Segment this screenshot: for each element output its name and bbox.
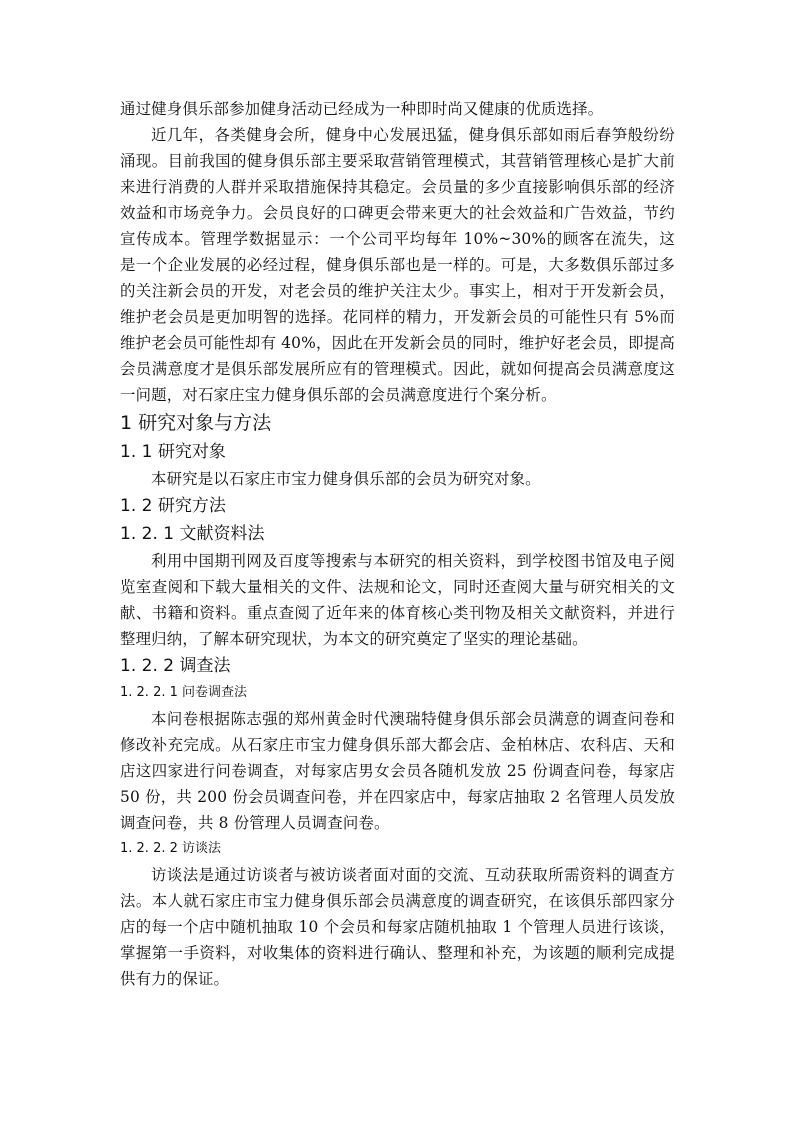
section-1-1-heading: 1. 1 研究对象 [120, 442, 226, 462]
section-1-2-heading: 1. 2 研究方法 [120, 496, 226, 516]
interview-method-paragraph: 访谈法是通过访谈者与被访谈者面对面的交流、互动获取所需资料的调查方法。本人就石家庄市宝力健身俱乐部会员满意度的调查研究，在该俱乐部四家分店的每一个店中随机抽取 10 个会员和每家店随机抽取 1 个管理人员进行该谈，掌握第一手资料，对收集体的资料进行确认、整理和补充，为该题的顺利完成提供有力的保证。 [120, 866, 675, 988]
intro-paragraph-end: 通过健身俱乐部参加健身活动已经成为一种即时尚又健康的优质选择。 [120, 100, 604, 118]
section-1-heading: 1 研究对象与方法 [120, 412, 272, 434]
background-paragraph: 近几年，各类健身会所，健身中心发展迅猛，健身俱乐部如雨后春笋般纷纷涌现。目前我国的健身俱乐部主要采取营销管理模式，其营销管理核心是扩大前来进行消费的人群并采取措施保持其稳定。会员量的多少直接影响俱乐部的经济效益和市场竞争力。会员良好的口碑更会带来更大的社会效益和广告效益，节约宣传成本。管理学数据显示：一个公司平均每年 10%~30%的顾客在流失，这是一个企业发展的必经过程，健身俱乐部也是一样的。可是，大多数俱乐部过多的关注新会员的开发，对老会员的维护关注太少。事实上，相对于开发新会员，维护老会员是更加明智的选择。花同样的精力，开发新会员的可能性只有 5%而维护老会员可能性却有 40%，因此在开发新会员的同时，维护好老会员，即提高会员满意度才是俱乐部发展所应有的管理模式。因此，就如何提高会员满意度这一问题，对石家庄宝力健身俱乐部的会员满意度进行个案分析。 [120, 126, 675, 404]
questionnaire-method-paragraph: 本问卷根据陈志强的郑州黄金时代澳瑞特健身俱乐部会员满意的调查问卷和修改补充完成。从石家庄市宝力健身俱乐部大都会店、金柏林店、农科店、天和店这四家进行问卷调查，对每家店男女会员各随机发放 25 份调查问卷，每家店 50 份，共 200 份会员调查问卷，并在四家店中，每家店抽取 2 名管理人员发放调查问卷，共 8 份管理人员调查问卷。 [120, 710, 675, 832]
section-1-2-2-heading: 1. 2. 2 调查法 [120, 656, 231, 676]
literature-method-paragraph: 利用中国期刊网及百度等搜索与本研究的相关资料，到学校图书馆及电子阅览室查阅和下载大量相关的文件、法规和论文，同时还查阅大量与研究相关的文献、书籍和资料。重点查阅了近年来的体育核心类刊物及相关文献资料，并进行整理归纳，了解本研究现状，为本文的研究奠定了坚实的理论基础。 [120, 552, 675, 648]
section-1-2-2-2-heading: 1. 2. 2. 2 访谈法 [120, 841, 222, 856]
page-body [120, 96, 675, 992]
section-1-2-2-1-heading: 1. 2. 2. 1 问卷调查法 [120, 685, 248, 700]
research-object-paragraph: 本研究是以石家庄市宝力健身俱乐部的会员为研究对象。 [151, 470, 541, 488]
section-1-2-1-heading: 1. 2. 1 文献资料法 [120, 524, 265, 544]
